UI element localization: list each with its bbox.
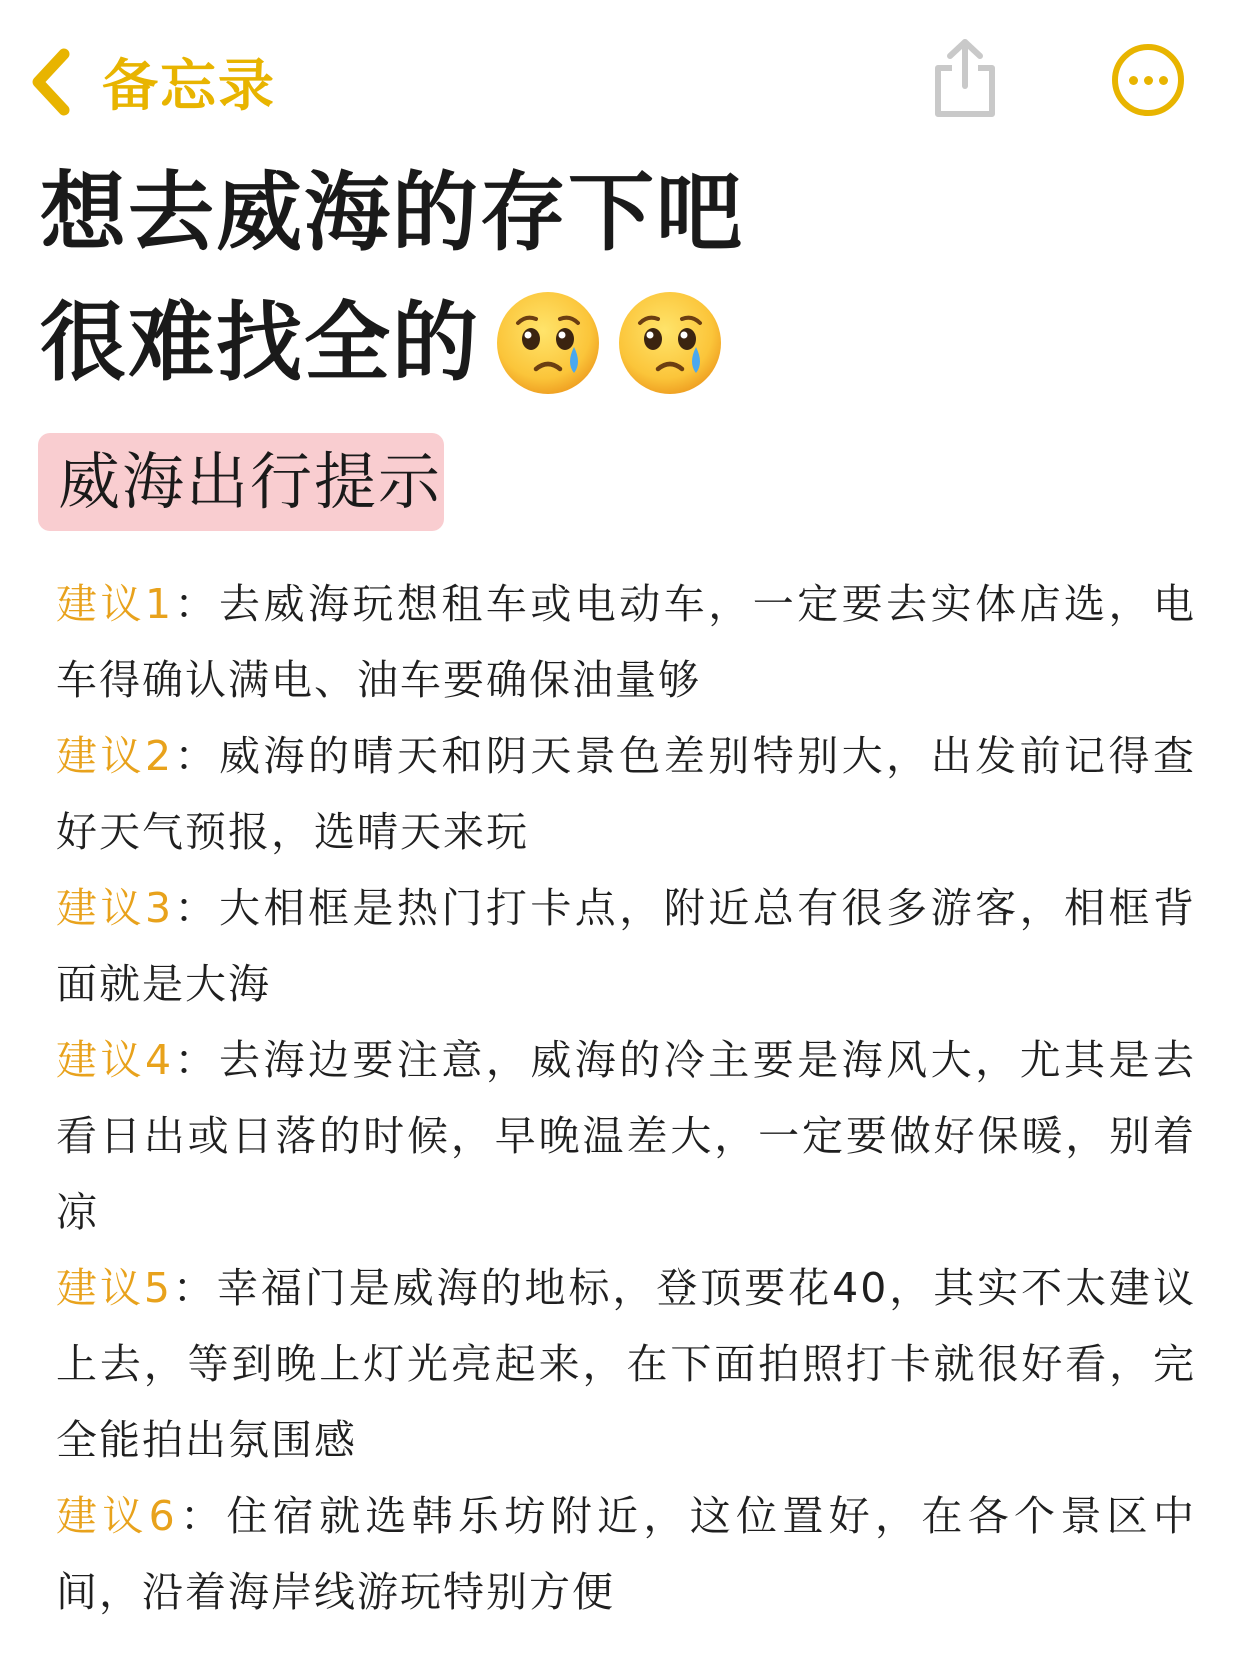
tip-label: 建议1 (56, 580, 174, 628)
more-options-button[interactable] (1112, 44, 1184, 116)
tip-item (56, 566, 1196, 718)
back-label: 备忘录 (102, 54, 276, 119)
tip-label: 建议2 (56, 732, 174, 780)
tip-item (56, 1022, 1196, 1250)
tip-text: ：幸福门是威海的地标，登顶要花40，其实不太建议上去，等到晚上灯光亮起来，在下面拍照打卡就很好看，完全能拍出氛围感 (56, 1264, 1196, 1464)
title-text-1: 想去威海的存下吧 (40, 163, 744, 263)
dot-icon (1129, 76, 1138, 85)
crying-face-emoji-icon (616, 289, 724, 397)
dot-icon (1144, 76, 1153, 85)
title-line-1 (40, 148, 1200, 278)
share-icon[interactable] (928, 36, 1002, 120)
tip-text: ：住宿就选韩乐坊附近，这位置好，在各个景区中间，沿着海岸线游玩特别方便 (56, 1492, 1196, 1616)
top-nav-bar (0, 0, 1242, 150)
tip-item (56, 1478, 1196, 1630)
tip-text: ：大相框是热门打卡点，附近总有很多游客，相框背面就是大海 (56, 884, 1196, 1008)
title-text-2: 很难找全的 (40, 293, 480, 393)
tip-text: ：威海的晴天和阴天景色差别特别大，出发前记得查好天气预报，选晴天来玩 (56, 732, 1196, 856)
tip-item (56, 718, 1196, 870)
tip-label: 建议3 (56, 884, 174, 932)
dot-icon (1159, 76, 1168, 85)
tip-item (56, 870, 1196, 1022)
tip-label: 建议5 (56, 1264, 172, 1312)
tip-item (56, 1250, 1196, 1478)
tip-text: ：去海边要注意，威海的冷主要是海风大，尤其是去看日出或日落的时候，早晚温差大，一定要做好保暖，别着凉 (56, 1036, 1196, 1236)
note-body[interactable] (56, 566, 1196, 1630)
section-tag: 威海出行提示 (38, 433, 444, 531)
title-line-2 (40, 278, 1200, 408)
tip-label: 建议6 (56, 1492, 177, 1540)
note-title (40, 148, 1200, 408)
tip-text: ：去威海玩想租车或电动车，一定要去实体店选，电车得确认满电、油车要确保油量够 (56, 580, 1196, 704)
chevron-left-icon (26, 46, 74, 118)
crying-face-emoji-icon (494, 289, 602, 397)
back-button[interactable] (26, 42, 276, 122)
tip-label: 建议4 (56, 1036, 174, 1084)
